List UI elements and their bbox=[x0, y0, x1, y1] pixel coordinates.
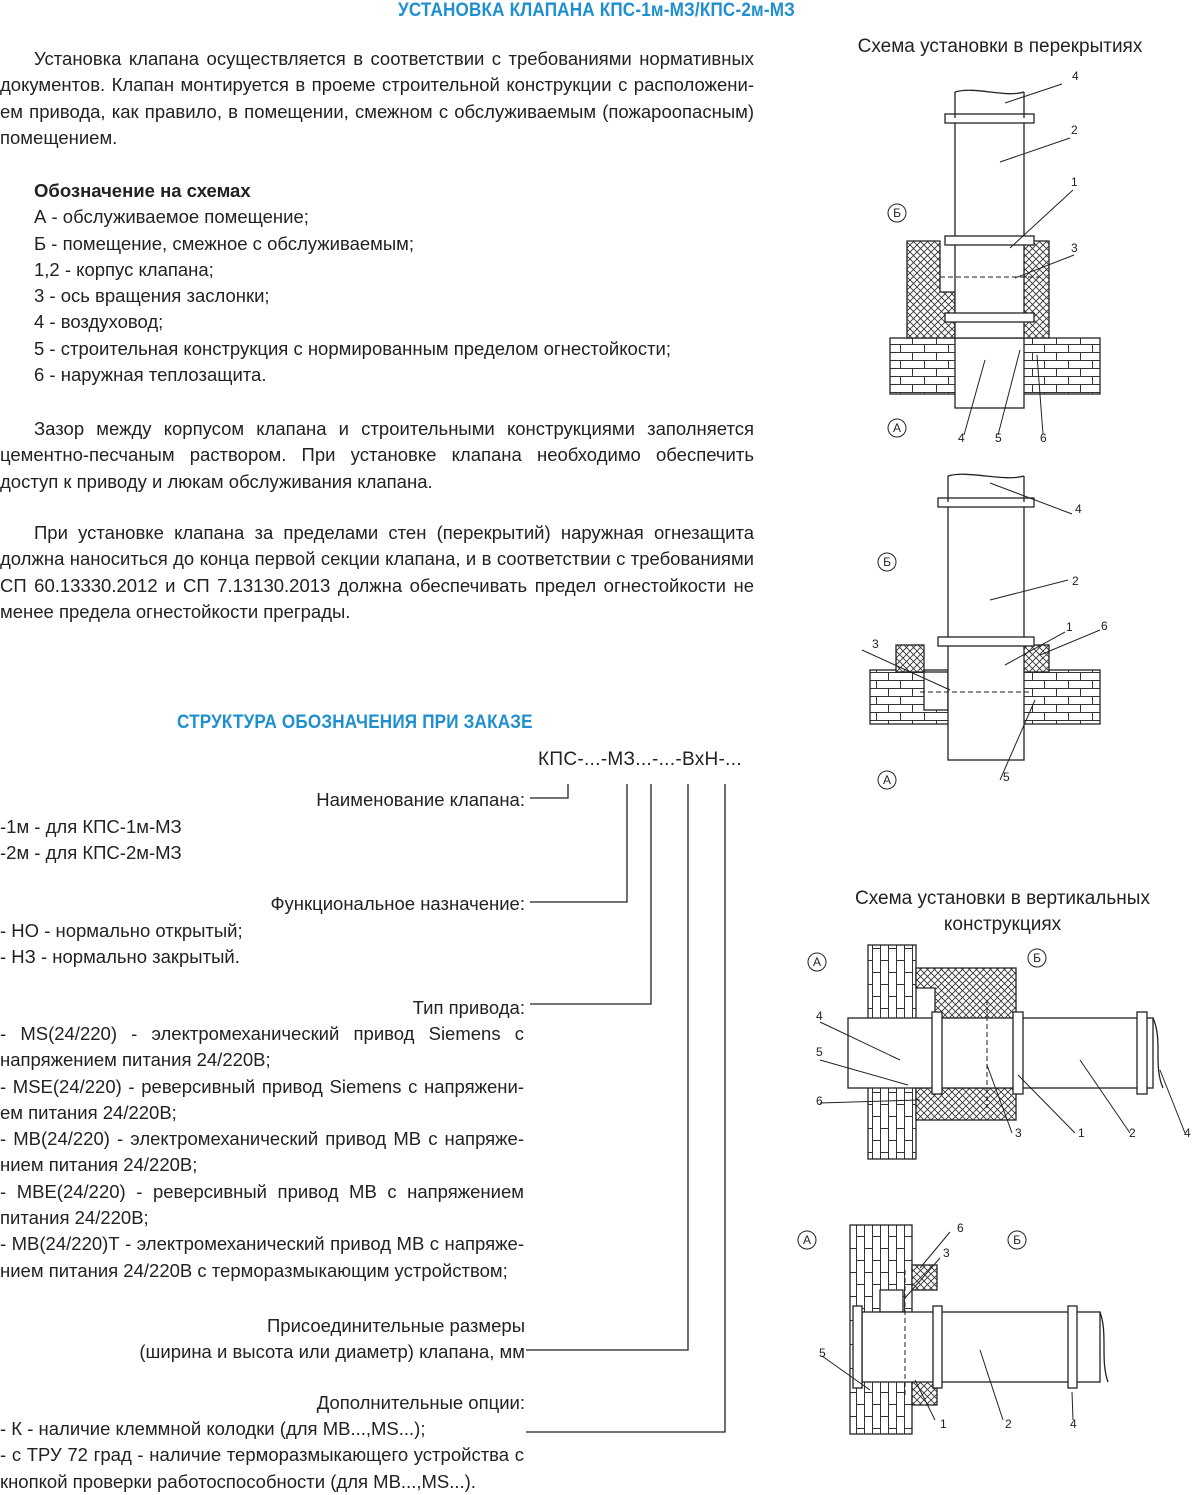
legend-item: 1,2 - корпус клапана; bbox=[34, 258, 214, 280]
callout: 2 bbox=[1005, 1417, 1012, 1431]
callout: 6 bbox=[957, 1221, 964, 1235]
drive-line: ем питания 24/220В; bbox=[0, 1101, 177, 1123]
legend-item: 3 - ось вращения заслонки; bbox=[34, 285, 270, 307]
page-title: УСТАНОВКА КЛАПАНА КПС-1м-МЗ/КПС-2м-МЗ bbox=[398, 0, 796, 21]
drive-line: нием питания 24/220В; bbox=[0, 1154, 198, 1176]
flange bbox=[1137, 1012, 1147, 1094]
flange bbox=[945, 236, 1034, 245]
flange bbox=[933, 1306, 942, 1388]
intro-line: ем привода, как правило, в помещении, смежном с обслуживаемым (пожароопасным) bbox=[0, 100, 754, 122]
drive-line: - MS(24/220) - электромеханический привод Siemens с bbox=[0, 1023, 524, 1044]
callout: 6 bbox=[1040, 431, 1047, 445]
outside-line: При установке клапана за пределами стен (перекрытий) наружная огнезащита bbox=[34, 522, 754, 543]
legend-item: 4 - воздуховод; bbox=[34, 311, 164, 333]
callout: 3 bbox=[872, 637, 879, 651]
insulation-right-2 bbox=[1022, 645, 1049, 672]
callout: 5 bbox=[816, 1045, 823, 1059]
room-a-label: А bbox=[892, 421, 902, 435]
flange bbox=[1013, 1012, 1023, 1094]
order-code: КПС-...-МЗ...-...-ВхН-... bbox=[538, 749, 742, 770]
room-a-label: А bbox=[812, 955, 822, 969]
drive-line: напряжением питания 24/220В; bbox=[0, 1049, 271, 1071]
wall-caption-line: конструкциях bbox=[943, 914, 1062, 935]
gap-line: доступ к приводу и люкам обслуживания клапана. bbox=[0, 470, 433, 492]
floor-diagram-caption: Схема установки в перекрытиях bbox=[857, 36, 1143, 57]
valve-body-wall-1 bbox=[848, 1018, 1153, 1088]
room-b-label: Б bbox=[893, 206, 901, 220]
options-line: - К - наличие клеммной колодки (для MB...,MS...); bbox=[0, 1418, 426, 1439]
callout: 6 bbox=[1101, 619, 1108, 633]
valve-body-wall-2 bbox=[862, 1312, 1100, 1382]
wall-caption-line: Схема установки в вертикальных bbox=[855, 888, 1150, 909]
outside-line: должна наноситься до конца первой секции клапана, и в соответствии с требованиями bbox=[0, 548, 754, 570]
flange bbox=[945, 313, 1034, 322]
order-heading: СТРУКТУРА ОБОЗНАЧЕНИЯ ПРИ ЗАКАЗЕ bbox=[177, 712, 533, 733]
callout: 3 bbox=[1015, 1126, 1022, 1140]
insulation-right bbox=[1023, 241, 1049, 338]
callout: 6 bbox=[816, 1094, 823, 1108]
name-label: Наименование клапана: bbox=[316, 789, 525, 810]
options-line: кнопкой проверки работоспособности (для MB...,MS...). bbox=[0, 1470, 476, 1492]
drive-line: - MB(24/220)Т - электромеханический привод MB с напряже- bbox=[0, 1233, 524, 1255]
callout: 4 bbox=[1184, 1126, 1191, 1140]
options-line: - с ТРУ 72 град - наличие терморазмыкающего устройства с bbox=[0, 1444, 524, 1466]
flange bbox=[853, 1306, 862, 1388]
callout: 1 bbox=[1071, 175, 1078, 189]
callout: 2 bbox=[1071, 123, 1078, 137]
floor-diagram-1 bbox=[890, 84, 1100, 435]
room-a-label: А bbox=[802, 1233, 812, 1247]
callout: 1 bbox=[1066, 620, 1073, 634]
legend-item: А - обслуживаемое помещение; bbox=[34, 206, 309, 228]
intro-line: помещением. bbox=[0, 126, 118, 148]
callout: 5 bbox=[995, 431, 1002, 445]
callout: 5 bbox=[1003, 770, 1010, 784]
gap-line: цементно-песчаным раствором. При установке клапана необходимо обеспечить bbox=[0, 444, 754, 466]
flange bbox=[938, 498, 1034, 507]
dimensions-label-line: Присоединительные размеры bbox=[267, 1315, 525, 1336]
legend-item: 6 - наружная теплозащита. bbox=[34, 364, 267, 386]
function-label: Функциональное назначение: bbox=[270, 893, 525, 914]
callout: 1 bbox=[1078, 1126, 1085, 1140]
insulation-left bbox=[907, 241, 955, 338]
drive-line: - MB(24/220) - электромеханический привод MB с напряже- bbox=[0, 1128, 524, 1150]
room-b-label: Б bbox=[1033, 951, 1041, 965]
room-a-label: А bbox=[882, 773, 892, 787]
callout: 2 bbox=[1072, 574, 1079, 588]
drive-line: нием питания 24/220В с терморазмыкающим устройством; bbox=[0, 1259, 508, 1281]
callout: 5 bbox=[819, 1346, 826, 1360]
valve-body bbox=[955, 118, 1024, 338]
legend-item: 5 - строительная конструкция с нормированным пределом огнестойкости; bbox=[34, 337, 672, 359]
flange bbox=[945, 114, 1034, 123]
callout: 4 bbox=[1075, 502, 1082, 516]
flange bbox=[938, 637, 1034, 646]
callout: 4 bbox=[958, 431, 965, 445]
callout: 3 bbox=[943, 1246, 950, 1260]
callout: 1 bbox=[940, 1417, 947, 1431]
callout: 4 bbox=[1072, 69, 1079, 83]
insulation-left-2 bbox=[896, 645, 924, 672]
drive-line: - MBE(24/220) - реверсивный привод MB с напряжением bbox=[0, 1180, 524, 1202]
legend-item: Б - помещение, смежное с обслуживаемым; bbox=[34, 232, 415, 254]
callout: 3 bbox=[1071, 241, 1078, 255]
callout: 4 bbox=[1070, 1417, 1077, 1431]
drive-label: Тип привода: bbox=[412, 997, 525, 1018]
callout: 2 bbox=[1129, 1126, 1136, 1140]
room-b-label: Б bbox=[1013, 1233, 1021, 1247]
drive-line: - MSE(24/220) - реверсивный привод Siemens с напряжени- bbox=[0, 1075, 524, 1097]
flange bbox=[1068, 1306, 1077, 1388]
floor-diagram-2 bbox=[862, 474, 1100, 780]
function-option: - НЗ - нормально закрытый. bbox=[0, 946, 240, 968]
outside-line: менее предела огнестойкости преграды. bbox=[0, 600, 351, 622]
callout: 4 bbox=[816, 1009, 823, 1023]
name-option: -2м - для КПС-2м-МЗ bbox=[0, 842, 182, 864]
wall-diagram-2 bbox=[822, 1225, 1108, 1434]
valve-body-2 bbox=[948, 502, 1024, 760]
intro-line: Установка клапана осуществляется в соответствии с требованиями нормативных bbox=[34, 48, 754, 69]
dimensions-label-line: (ширина и высота или диаметр) клапана, мм bbox=[139, 1341, 525, 1363]
drive-line: питания 24/220В; bbox=[0, 1207, 149, 1229]
options-label: Дополнительные опции: bbox=[316, 1392, 525, 1413]
room-b-label: Б bbox=[883, 555, 891, 569]
legend-title: Обозначение на схемах bbox=[34, 180, 251, 201]
function-option: - НО - нормально открытый; bbox=[0, 920, 243, 941]
gap-line: Зазор между корпусом клапана и строительными конструкциями заполняется bbox=[34, 418, 754, 439]
name-option: -1м - для КПС-1м-МЗ bbox=[0, 816, 182, 837]
intro-line: документов. Клапан монтируется в проеме строительной конструкции с расположени- bbox=[0, 74, 754, 96]
outside-line: СП 60.13330.2012 и СП 7.13130.2013 должна обеспечивать предел огнестойкости не bbox=[0, 574, 754, 596]
flange bbox=[932, 1012, 942, 1094]
